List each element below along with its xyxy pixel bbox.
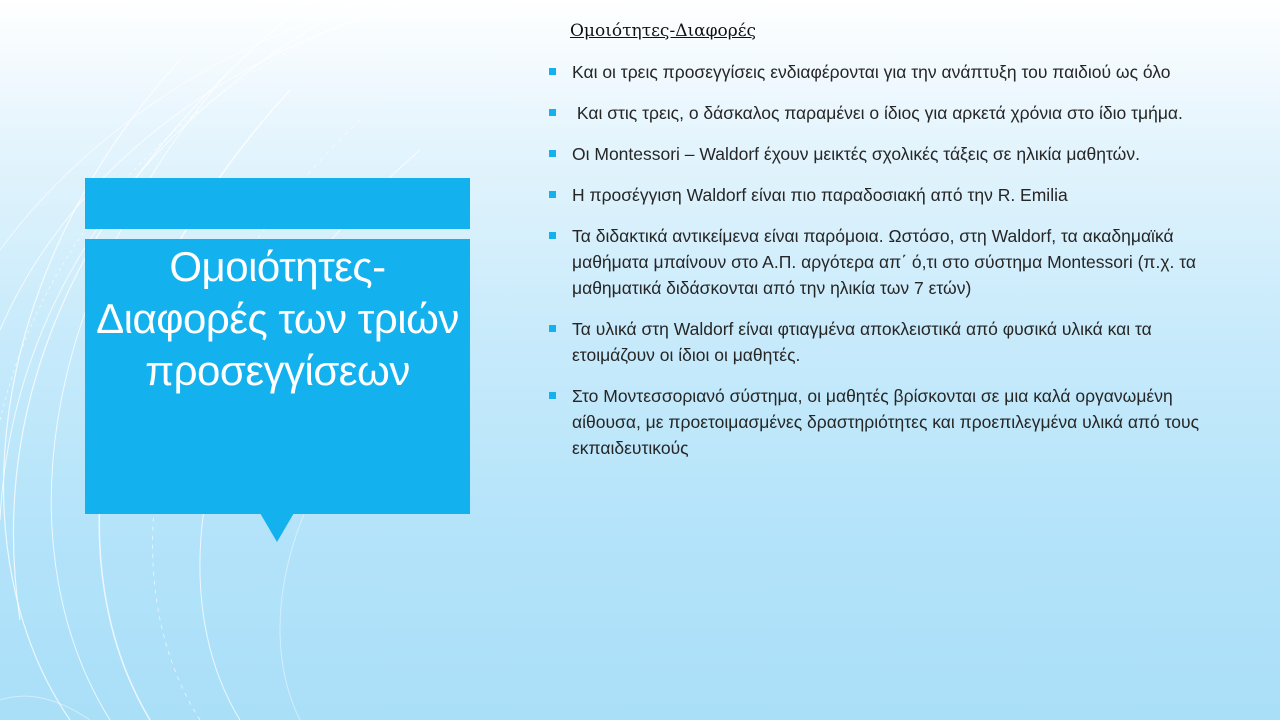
bullet-text: Η προσέγγιση Waldorf είναι πιο παραδοσιακή από την R. Emilia [572,185,1068,205]
bullet-item [548,316,1208,368]
slide-title: Ομοιότητες-Διαφορές των τριών προσεγγίσεων [96,243,459,394]
title-accent-bar [85,178,470,229]
title-box-pointer [260,513,294,542]
square-bullet-icon [549,191,556,198]
bullet-list [548,59,1208,461]
bullet-item [548,223,1208,301]
bullet-item [548,59,1208,85]
bullet-item [548,100,1208,126]
bullet-item [548,141,1208,167]
content-heading: Ομοιότητες-Διαφορές [570,21,757,41]
square-bullet-icon [549,325,556,332]
square-bullet-icon [549,68,556,75]
bullet-text: Και οι τρεις προσεγγίσεις ενδιαφέρονται για την ανάπτυξη του παιδιού ως όλο [572,62,1171,82]
bullet-text: Οι Montessori – Waldorf έχουν μεικτές σχολικές τάξεις σε ηλικία μαθητών. [572,144,1140,164]
square-bullet-icon [549,232,556,239]
bullet-text: Και στις τρεις, ο δάσκαλος παραμένει ο ίδιος για αρκετά χρόνια στο ίδιο τμήμα. [572,103,1183,123]
square-bullet-icon [549,109,556,116]
bullet-item [548,383,1208,461]
bullet-text: Τα διδακτικά αντικείμενα είναι παρόμοια. Ωστόσο, στη Waldorf, τα ακαδημαϊκά μαθήματα μπαίνουν στο Α.Π. αργότερα απ΄ ό,τι στο σύστημα Montessori (π.χ. τα μαθηματικά διδάσκονται από την ηλικία των 7 ετών) [572,226,1197,298]
bullet-item [548,182,1208,208]
square-bullet-icon [549,392,556,399]
slide-content [548,18,1208,476]
bullet-text: Τα υλικά στη Waldorf είναι φτιαγμένα αποκλειστικά από φυσικά υλικά και τα ετοιμάζουν οι ίδιοι οι μαθητές. [572,319,1152,365]
title-box [85,239,470,514]
square-bullet-icon [549,150,556,157]
bullet-text: Στο Μοντεσσοριανό σύστημα, οι μαθητές βρίσκονται σε μια καλά οργανωμένη αίθουσα, με προετοιμασμένες δραστηριότητες και προεπιλεγμένα υλικά από τους εκπαιδευτικούς [572,386,1200,458]
